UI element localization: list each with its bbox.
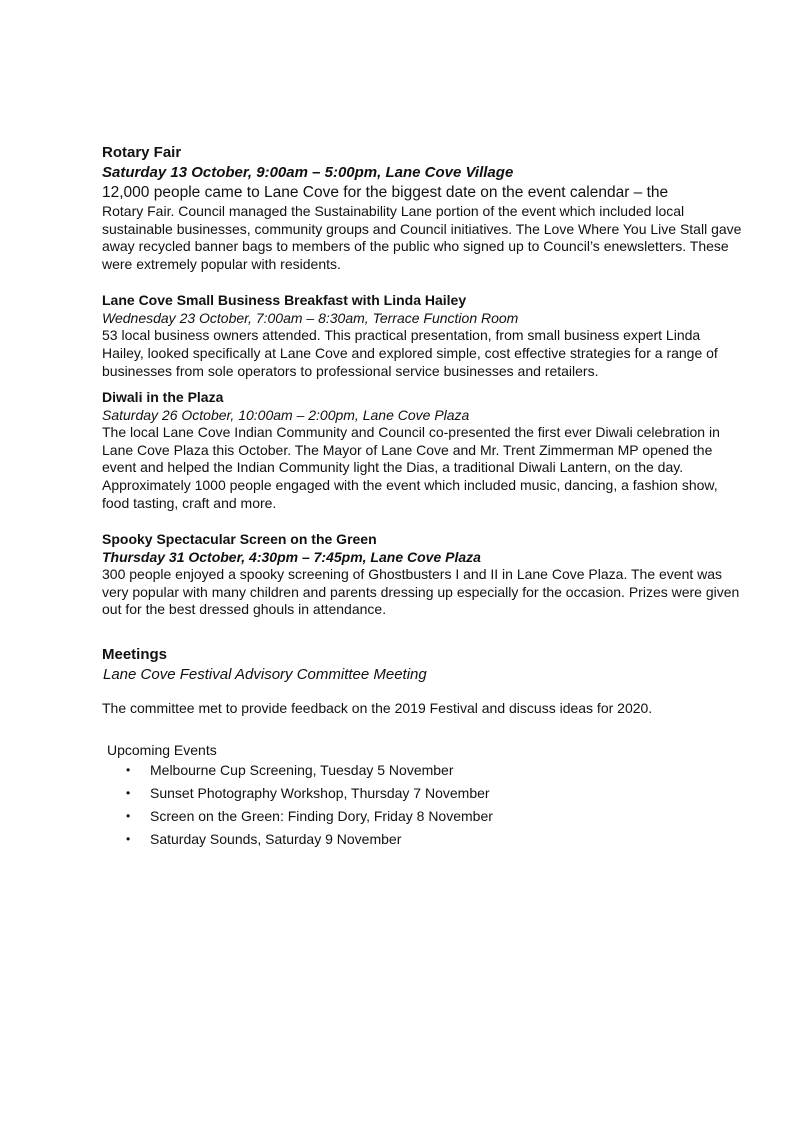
list-item <box>102 807 742 825</box>
event-description: The local Lane Cove Indian Community and Council co-presented the first ever Diwali celebration in Lane Cove Plaza this October. The Mayor of Lane Cove and Mr. Trent Zimmerman MP opened the event and helped the Indian Community light the Dias, a traditional Diwali Lantern, on the day. Approximately 1000 people engaged with the event which included music, dancing, a fashion show, food tasting, craft and more. <box>102 424 720 511</box>
event-rotary-fair <box>102 143 742 273</box>
list-item-text: Screen on the Green: Finding Dory, Friday 8 November <box>150 807 493 824</box>
bullet-icon: • <box>126 762 131 777</box>
event-date: Saturday 26 October, 10:00am – 2:00pm, Lane Cove Plaza <box>102 407 470 424</box>
upcoming-events-section <box>102 741 742 848</box>
event-title: Diwali in the Plaza <box>102 389 224 406</box>
list-item-text: Saturday Sounds, Saturday 9 November <box>150 830 402 847</box>
document-content <box>102 143 742 853</box>
list-item-text: Melbourne Cup Screening, Tuesday 5 November <box>150 761 454 778</box>
bullet-icon: • <box>126 831 131 846</box>
event-description: 53 local business owners attended. This practical presentation, from small business expert Linda Hailey, looked specifically at Lane Cove and explored simple, cost effective strategies for a range of businesses from sole operators to professional service businesses and retailers. <box>102 327 718 379</box>
bullet-icon: • <box>126 808 131 823</box>
event-date: Wednesday 23 October, 7:00am – 8:30am, Terrace Function Room <box>102 310 519 327</box>
event-date: Thursday 31 October, 4:30pm – 7:45pm, Lane Cove Plaza <box>102 549 481 566</box>
list-item <box>102 830 742 848</box>
event-description: 300 people enjoyed a spooky screening of Ghostbusters I and II in Lane Cove Plaza. The event was very popular with many children and parents dressing up especially for the occasion. Prizes were given out for the best dressed ghouls in attendance. <box>102 566 740 618</box>
upcoming-events-list <box>102 761 742 848</box>
event-description-lead: 12,000 people came to Lane Cove for the biggest date on the event calendar – the <box>102 184 669 201</box>
meetings-description: The committee met to provide feedback on the 2019 Festival and discuss ideas for 2020. <box>102 699 653 716</box>
event-title: Lane Cove Small Business Breakfast with Linda Hailey <box>102 292 467 309</box>
event-date: Saturday 13 October, 9:00am – 5:00pm, Lane Cove Village <box>102 164 514 181</box>
event-title: Spooky Spectacular Screen on the Green <box>102 531 377 548</box>
meetings-subheading: Lane Cove Festival Advisory Committee Meeting <box>103 665 427 683</box>
event-diwali-in-the-plaza <box>102 388 742 512</box>
event-spooky-spectacular <box>102 530 742 619</box>
event-title: Rotary Fair <box>102 144 182 161</box>
upcoming-events-heading: Upcoming Events <box>107 741 217 758</box>
meetings-section <box>102 645 742 717</box>
list-item <box>102 784 742 802</box>
event-small-business-breakfast <box>102 291 742 380</box>
list-item <box>102 761 742 779</box>
event-description: Rotary Fair. Council managed the Sustainability Lane portion of the event which included local sustainable businesses, community groups and Council initiatives. The Love Where You Live Stall gave away recycled banner bags to members of the public who signed up to Council’s enewsletters. These were extremely popular with residents. <box>102 203 742 272</box>
bullet-icon: • <box>126 785 131 800</box>
meetings-heading: Meetings <box>102 645 168 663</box>
list-item-text: Sunset Photography Workshop, Thursday 7 November <box>150 784 490 801</box>
